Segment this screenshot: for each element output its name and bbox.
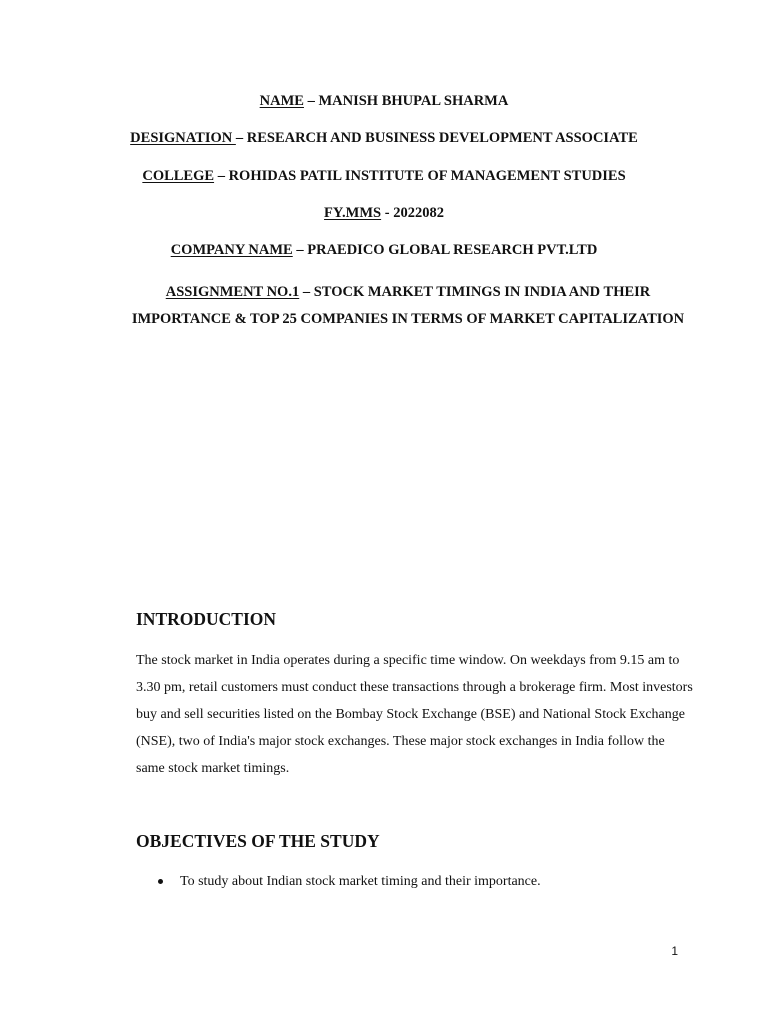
assignment-label: ASSIGNMENT NO.1	[165, 284, 300, 300]
name-line	[0, 92, 768, 110]
company-line	[0, 241, 768, 259]
list-item	[136, 872, 696, 892]
designation-label: DESIGNATION	[130, 130, 236, 146]
objectives-list	[136, 872, 696, 892]
college-line	[0, 167, 768, 185]
designation-line	[0, 129, 768, 147]
company-value: – PRAEDICO GLOBAL RESEARCH PVT.LTD	[292, 242, 598, 258]
college-value: – ROHIDAS PATIL INSTITUTE OF MANAGEMENT STUDIES	[214, 168, 626, 184]
assignment-value: – STOCK MARKET TIMINGS IN INDIA AND THEIR IMPORTANCE & TOP 25 COMPANIES IN TERMS OF MARKET CAPITALIZATION	[131, 284, 685, 327]
program-line	[0, 204, 768, 222]
assignment-title	[130, 279, 686, 332]
objectives-heading: OBJECTIVES OF THE STUDY	[136, 831, 380, 851]
designation-value: – RESEARCH AND BUSINESS DEVELOPMENT ASSOCIATE	[235, 130, 638, 146]
name-label: NAME	[259, 93, 304, 109]
college-label: COLLEGE	[142, 168, 215, 184]
introduction-heading: INTRODUCTION	[136, 609, 277, 629]
program-label: FY.MMS	[324, 205, 382, 221]
page-number: 1	[671, 944, 678, 958]
objective-text: To study about Indian stock market timing and their importance.	[180, 874, 541, 889]
introduction-paragraph: The stock market in India operates during a specific time window. On weekdays from 9.15 am to 3.30 pm, retail customers must conduct these transactions through a brokerage firm. Most investors buy and sell securities listed on the Bombay Stock Exchange (BSE) and National Stock Exchange (NSE), two of India's major stock exchanges. These major stock exchanges in India follow the same stock market timings.	[136, 653, 693, 776]
company-label: COMPANY NAME	[170, 242, 293, 258]
program-value: - 2022082	[381, 205, 444, 221]
name-value: – MANISH BHUPAL SHARMA	[303, 93, 509, 109]
bullet-icon	[158, 879, 163, 884]
